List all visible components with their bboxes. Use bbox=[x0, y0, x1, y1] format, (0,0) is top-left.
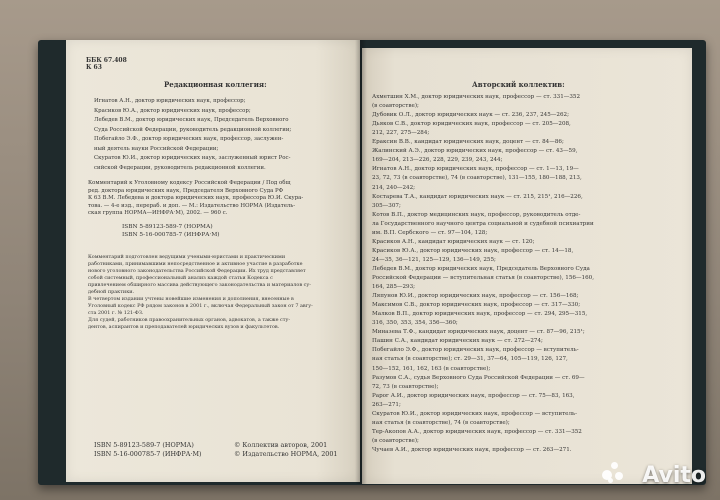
author-line: 72, 73 (в соавторстве); bbox=[372, 383, 439, 390]
author-line: Красиков А.Н., кандидат юридических наук — ст. 120; bbox=[372, 238, 535, 245]
author-line: 316, 350, 353, 354, 356—360; bbox=[372, 320, 458, 327]
authors-title: Авторский коллектив: bbox=[472, 80, 565, 89]
abstract-line: собой системный, профессиональный анализ каждой статьи Кодекса с bbox=[88, 275, 273, 281]
author-line: Дубовик О.Л., доктор юридических наук — ст. 236, 237, 245—262; bbox=[372, 112, 569, 119]
author-line: 305—307; bbox=[372, 202, 401, 209]
avito-logo-icon bbox=[602, 462, 624, 484]
catalog-line: ред. доктора юридических наук, Председателя Верховного Суда РФ bbox=[88, 187, 284, 194]
author-line: Пашин С.А., кандидат юридических наук — ст. 272—274; bbox=[372, 338, 543, 345]
copyright-line: © Издательство НОРМА, 2001 bbox=[234, 450, 338, 458]
author-line: Ераксин В.В., кандидат юридических наук, доцент — ст. 84—86; bbox=[372, 139, 564, 146]
author-line: (в соавторстве); bbox=[372, 103, 419, 110]
left-page bbox=[66, 40, 360, 482]
board-member-line: Побегайло Э.Ф., доктор юридических наук, профессор, заслужен- bbox=[94, 136, 284, 142]
board-member-line: ный деятель науки Российской Федерации; bbox=[94, 145, 219, 152]
author-line: (в соавторстве); bbox=[372, 437, 419, 444]
author-line: 164, 285—293; bbox=[372, 284, 416, 291]
abstract-line: нового уголовного законодательства Российской Федерации. Их труд представляет bbox=[88, 268, 306, 274]
author-line: 23, 72, 73 (в соавторстве), 74 (в соавторстве), 131—155, 180—188, 213, bbox=[372, 175, 582, 182]
author-line: Скуратов Ю.И., доктор юридических наук, профессор — вступитель- bbox=[372, 410, 577, 417]
abstract-line: дентов, аспирантов и преподавателей юридических вузов и факультетов. bbox=[88, 324, 280, 330]
author-line: ла Государственного научного центра социальной и судебной психиатрии bbox=[372, 220, 594, 227]
author-line: им. В.П. Сербского — ст. 97—104, 128; bbox=[372, 229, 488, 236]
author-line: ная статья (в соавторстве); ст. 29—31, 37—64, 105—119, 126, 127, bbox=[372, 356, 568, 363]
board-member-line: Суда Российской Федерации, руководитель редакционной коллегии; bbox=[94, 126, 292, 133]
author-line: ная статья (в соавторстве), 74 (в соавторстве); bbox=[372, 419, 510, 426]
abstract-line: В четвертом издании учтены новейшие изменения и дополнения, внесенные в bbox=[88, 296, 294, 302]
catalog-line: ская группа НОРМА—ИНФРА·М), 2002. — 960 с. bbox=[88, 210, 228, 216]
author-line: Миназева Т.Ф., кандидат юридических наук, доцент — ст. 87—96, 215¹; bbox=[372, 329, 585, 336]
author-line: Ахметшин Х.М., доктор юридических наук, профессор — ст. 331—352 bbox=[372, 94, 581, 100]
abstract-line: Для судей, работников правоохранительных органов, адвокатов, а также сту- bbox=[88, 317, 290, 323]
author-line: Жалинский А.Э., доктор юридических наук, профессор — ст. 43—59, bbox=[372, 148, 578, 155]
isbn-line: ISBN 5-89123-589-7 (НОРМА) bbox=[94, 441, 194, 449]
author-line: 169—204, 213—226, 228, 229, 239, 243, 244; bbox=[372, 157, 503, 164]
author-line: Малков В.П., доктор юридических наук, профессор — ст. 294, 295—315, bbox=[372, 311, 588, 318]
right-page bbox=[362, 48, 692, 484]
isbn-line: ISBN 5-89123-589-7 (НОРМА) bbox=[122, 224, 213, 230]
author-line: Тер-Акопов А.А., доктор юридических наук, профессор — ст. 331—352 bbox=[372, 428, 582, 435]
k-code: К 63 bbox=[86, 64, 102, 71]
author-line: Рарог А.И., доктор юридических наук, профессор — ст. 75—83, 163, bbox=[372, 392, 575, 399]
author-line: 214, 240—242; bbox=[372, 184, 416, 191]
author-line: Российской Федерации — вступительная статья (в соавторстве), 156—160, bbox=[372, 275, 594, 281]
author-line: 212, 227, 275—284; bbox=[372, 130, 430, 137]
author-line: Максимов С.В., доктор юридических наук, профессор — ст. 317—330; bbox=[372, 302, 581, 309]
author-line: Ляпунов Ю.И., доктор юридических наук, профессор — ст. 156—168; bbox=[372, 293, 579, 300]
isbn-line: ISBN 5-16-000785-7 (ИНФРА·М) bbox=[122, 232, 220, 238]
catalog-line: това. — 4-е изд., перераб. и доп. — М.: Издательство НОРМА (Издатель- bbox=[88, 202, 296, 209]
copyright-line: © Коллектив авторов, 2001 bbox=[234, 441, 328, 449]
book-gutter bbox=[355, 40, 367, 484]
abstract-line: привлечением обширного массива действующего законодательства и материалов су- bbox=[88, 282, 311, 288]
avito-watermark: Avito bbox=[642, 463, 706, 488]
author-line: 24—35, 36—121, 125—129, 136—149, 255; bbox=[372, 256, 496, 263]
abstract-line: работниками, принимавшими непосредственное и активное участие в разработке bbox=[88, 261, 303, 267]
author-line: Игнатов А.Н., доктор юридических наук, профессор — ст. 1—13, 19— bbox=[372, 166, 579, 173]
board-member-line: Игнатов А.Н., доктор юридических наук, профессор; bbox=[94, 98, 246, 104]
board-member-line: Лебедев В.М., доктор юридических наук, Председатель Верховного bbox=[94, 117, 289, 123]
author-line: Костарева Т.А., кандидат юридических наук — ст. 215, 215¹, 216—226, bbox=[372, 193, 583, 200]
author-line: Побегайло Э.Ф., доктор юридических наук, профессор — вступитель- bbox=[372, 347, 579, 354]
author-line: Красиков Ю.А., доктор юридических наук, профессор — ст. 14—18, bbox=[372, 247, 574, 254]
author-line: Чучаев А.И., доктор юридических наук, профессор — ст. 263—271. bbox=[372, 446, 572, 453]
abstract-line: ста 2001 г. № 121-ФЗ. bbox=[88, 310, 144, 316]
author-line: 263—271; bbox=[372, 401, 401, 408]
author-line: Лебедев В.М., доктор юридических наук, Председатель Верховного Суда bbox=[372, 265, 590, 272]
abstract-line: дебной практики. bbox=[88, 289, 135, 295]
author-line: Котов В.П., доктор медицинских наук, профессор, руководитель отде- bbox=[372, 211, 581, 218]
abstract-line: Комментарий подготовлен ведущими учеными-юристами и практическими bbox=[88, 254, 286, 260]
board-member-line: Скуратов Ю.И., доктор юридических наук, заслуженный юрист Рос- bbox=[94, 155, 291, 161]
catalog-line: Комментарий к Уголовному кодексу Российской Федерации / Под общ bbox=[88, 180, 291, 186]
board-member-line: сийской Федерации, руководитель редакционной коллегии. bbox=[94, 164, 266, 171]
author-line: Дьяков С.В., доктор юридических наук, профессор — ст. 205—208, bbox=[372, 121, 571, 128]
board-title: Редакционная коллегия: bbox=[164, 80, 267, 89]
author-line: 150—152, 161, 162, 163 (в соавторстве); bbox=[372, 365, 491, 372]
board-member-line: Красиков Ю.А., доктор юридических наук, профессор; bbox=[94, 107, 251, 114]
bbk-code: ББК 67.408 bbox=[86, 57, 127, 64]
abstract-line: Уголовный кодекс РФ рядом законов в 2001 г., включая Федеральный закон от 7 авгу- bbox=[88, 303, 313, 309]
isbn-line: ISBN 5-16-000785-7 (ИНФРА·М) bbox=[94, 450, 202, 458]
author-line: Разумов С.А., судья Верховного Суда Российской Федерации — ст. 69— bbox=[372, 374, 585, 381]
catalog-line: К 63 В.М. Лебедева и доктора юридических наук, профессора Ю.И. Скура- bbox=[88, 195, 304, 201]
